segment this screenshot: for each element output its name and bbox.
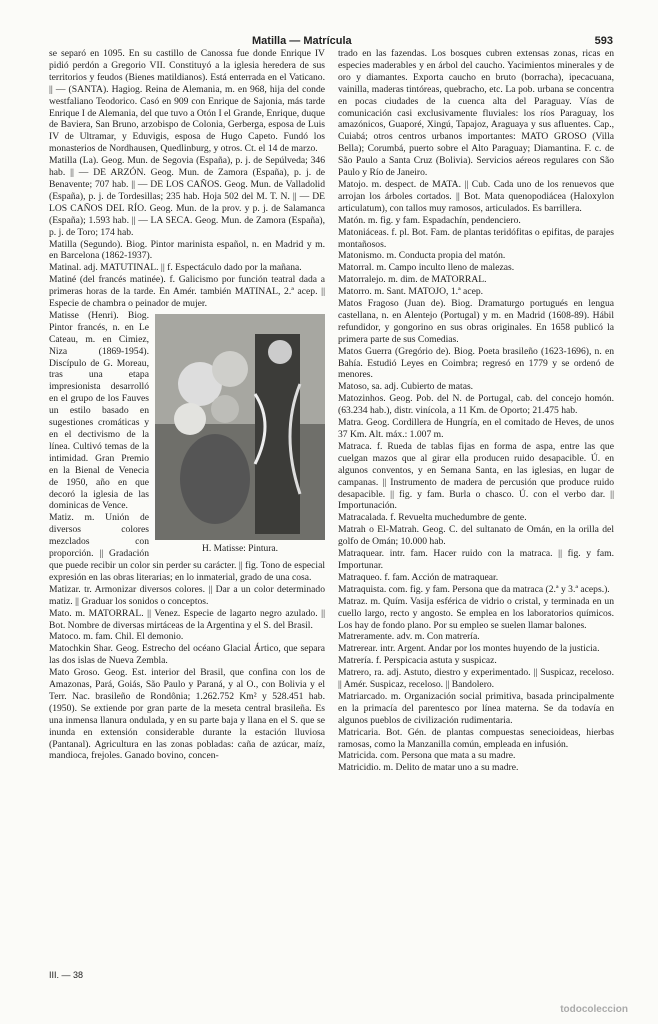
entry: Matizar. tr. Armonizar diversos colores. || Dar a un color determinado matiz. || Graduar los sonidos o conceptos. — [49, 583, 325, 607]
entry: Matiz. m. Unión de diversos colores mezclados con proporción. || Gradación que puede recibir un color sin perder su carácter. || fig. Tono de especial expresión en las obras literarias; en lo inmaterial, grado de una cosa. — [49, 512, 325, 583]
entry: Matilla (Segundo). Biog. Pintor marinista español, n. en Madrid y m. en Barcelona (1862-1937). — [49, 238, 325, 262]
entry: Matricida. com. Persona que mata a su madre. — [338, 750, 516, 762]
entry: Matricaria. Bot. Gén. de plantas compuestas senecioideas, hierbas ramosas, como la Manzanilla común, empleada en infusión. — [338, 726, 614, 750]
entry: Matorro. m. Sant. MATOJO, 1.ª acep. — [338, 286, 484, 298]
entry: Matreramente. adv. m. Con matrería. — [338, 631, 480, 643]
entry: Matos Fragoso (Juan de). Biog. Dramaturgo portugués en lengua castellana, n. en Alentejo (Portugal) y m. en Madrid (1608-89). Hábil refundidor, y gongorino en sus obras originales. En 1658 publicó la primera parte de sus Comedias. — [338, 298, 614, 345]
entry: Matiné (del francés matinée). f. Galicismo por función teatral dada a primeras horas de la tarde. En Amér. también MATINAL, 2.ª acep. || Especie de chambra o peinador de mujer. — [49, 274, 325, 310]
entry: Matilla (La). Geog. Mun. de Segovia (España), p. j. de Sepúlveda; 346 hab. || — DE ARZÓN. Geog. Mun. de Zamora (España), p. j. de Benavente; 707 hab. || — DE LOS CAÑOS. Geog. Mun. de Valladolid (España), p. j. de Tordesillas; 235 hab. Hoja 502 del M. T. N. || — DE LOS CAÑOS DEL RÍO. Geog. Mun. de la prov. y p. j. de Salamanca (España); 1.593 hab. || — LA SECA. Geog. Mun. de Zamora (España), p. j. de Toro; 174 hab. — [49, 155, 325, 238]
entry: Matracalada. f. Revuelta muchedumbre de gente. — [338, 512, 527, 524]
entry: Matoniáceas. f. pl. Bot. Fam. de plantas teridófitas o epifitas, de parajes montañosos. — [338, 226, 614, 250]
entry: Matricidio. m. Delito de matar uno a su madre. — [338, 762, 519, 774]
entry: Matra. Geog. Cordillera de Hungría, en el comitado de Heves, de unos 37 Km. Alt. máx.: 1.007 m. — [338, 417, 614, 440]
entry: Mato Groso. Geog. Est. interior del Brasil, que confina con los de Amazonas, Pará, Goiás, São Paulo y Paraná, y al O., con Bolivia y el Terr. Nac. brasileño de Rondônia; 1.262.752 Km² y 528.451 hab. (1950). Se extiende por gran parte de la meseta central brasileña. Es una inmensa llanura ondulada, y en su parte baja y llana en el S. que se inunda en extensión considerable durante la estación lluviosa (Pantanal). Agricultura en las zonas pobladas: caña de azúcar, maíz, mandioca, frejoles. Ganado bovino, concen- — [49, 667, 325, 762]
entry: Matraz. m. Quím. Vasija esférica de vidrio o cristal, y terminada en un cuello largo, recto y angosto. Se emplea en los laboratorios químicos. Los hay de fondo plano. Por su empleo se suelen llamar balones. — [338, 595, 614, 631]
signature-mark: III. — 38 — [49, 970, 84, 980]
entry: Matraquista. com. fig. y fam. Persona que da matraca (2.ª y 3.ª aceps.). — [338, 583, 610, 595]
entry: Matrería. f. Perspicacia astuta y suspicaz. — [338, 655, 497, 667]
entry: se separó en 1095. En su castillo de Canossa fue donde Enrique IV pidió perdón a Gregorio VII. Constituyó a la iglesia heredera de sus territorios y feudos (Bienes matildianos). Está enterrada en el Vaticano. || — (SANTA). Hagiog. Reina de Alemania, m. en 968, hija del conde westfaliano Teodorico. Casó en 909 con Enrique de Sajonia, más tarde Enrique I de Alemania, del que tuvo a Otón I el Grande, Enrique, duque de Baviera, San Bruno, arzobispo de Colonia, Gerberga, esposa de Luis IV de Ultramar, y Eduvigis, esposa de Hugo Capeto. Fundó los monasterios de Nordhausen, Quedlinburg, y otros. Ct. el 14 de marzo. — [49, 48, 325, 155]
entry: Matrerear. intr. Argent. Andar por los montes huyendo de la justicia. — [338, 643, 600, 655]
entry: Matonismo. m. Conducta propia del matón. — [338, 250, 506, 262]
right-column — [338, 48, 614, 774]
entry: Matinal. adj. MATUTINAL. || f. Espectáculo dado por la mañana. — [49, 262, 302, 274]
entry: trado en las fazendas. Los bosques cubren extensas zonas, ricas en especies maderables y en árbol del caucho. Yacimientos minerales y de oro y diamantes. Exporta caucho en bruto (borracha), ipecacuana, vainilla, maderas tintóreas, quebracho, etc. La pob. urbana se concentra en pocas ciudades de la cuenca alta del Paraguay. Vías de comunicación casi exclusivamente fluviales: los ríos Paraguay, los amazónicos, Guaporé, Xingú, Tapajoz, Araguaya y sus afluentes. Cap., Cuiabá; otros centros urbanos importantes: MATO GROSO (Villa Bella); Corumbá, puerto sobre el Alto Paraguay; Diamantina. F. c. de São Paulo a Santa Cruz (Bolivia). Servicios aéreos regulares con São Paulo y Río de Janeiro. — [338, 48, 614, 179]
watermark: todocoleccion — [560, 1004, 628, 1015]
entry: Matraquear. intr. fam. Hacer ruido con la matraca. || fig. y fam. Importunar. — [338, 548, 614, 571]
left-column — [49, 48, 325, 762]
entry: Matojo. m. despect. de MATA. || Cub. Cada uno de los renuevos que arrojan los árboles cortados. || Bot. Mata quenopodiácea (Haloxylon articulatum), con tallos muy ramosos, articulados. Es barrillera. — [338, 178, 614, 214]
page-number: 593 — [594, 35, 613, 47]
entry: Matraqueo. f. fam. Acción de matraquear. — [338, 571, 499, 583]
entry: Matozinhos. Geog. Pob. del N. de Portugal, cab. del concejo homón. (63.234 hab.), distr. vinícola, a 11 Km. de Oporto; 21.475 hab. — [338, 393, 614, 417]
entry: Matos Guerra (Gregório de). Biog. Poeta brasileño (1623-1696), n. en Bahía. Estudió Leyes en Coimbra; regresó en 1779 y se ordenó de menores. — [338, 345, 614, 381]
matisse-figure — [155, 314, 325, 556]
entry: Matoco. m. fam. Chil. El demonio. — [49, 631, 184, 643]
matisse-painting-image — [155, 314, 325, 540]
entry: Matorral. m. Campo inculto lleno de malezas. — [338, 262, 515, 274]
entry: Matorralejo. m. dim. de MATORRAL. — [338, 274, 487, 286]
entry: Matochkin Shar. Geog. Estrecho del océano Glacial Ártico, que separa las dos islas de Nueva Zembla. — [49, 643, 325, 667]
entry: Matoso, sa. adj. Cubierto de matas. — [338, 381, 474, 393]
entry: Matón. m. fig. y fam. Espadachín, pendenciero. — [338, 214, 521, 226]
figure-caption: H. Matisse: Pintura. — [202, 543, 278, 554]
entry: Matraca. f. Rueda de tablas fijas en forma de aspa, entre las que cuelgan mazos que al girar ella producen ruido desapacible. Ú. en algunos conventos, y en Semana Santa, en las iglesias, en lugar de campanas. || Instrumento de madera de percusión que produce ruido desapacible. || fig. y fam. Burla o chasco. Ú. con el verbo dar. || Importunación. — [338, 440, 614, 512]
entry: Matisse (Henri). Biog. Pintor francés, n. en Le Cateau, m. en Cimiez, Niza (1869-1954). Discípulo de G. Moreau, tras una etapa impresionista desarrolló en el grupo de los Fauves un estilo basado en sugestiones cromáticas y en el dectivismo de la línea. Cultivó temas de la intimidad. Gran Premio en la Bienal de Venecia de 1950, año en que decoró la iglesia de las dominicas de Vence. — [49, 309, 149, 512]
entry: Matriarcado. m. Organización social primitiva, basada principalmente en la primacía del parentesco por línea materna. Se da todavía en algunos pueblos de civilización rudimentaria. — [338, 690, 614, 726]
entry: Mato. m. MATORRAL. || Venez. Especie de lagarto negro azulado. || Bot. Nombre de diversas mirtáceas de la Argentina y el S. del Brasil. — [49, 607, 325, 631]
entry: Matrero, ra. adj. Astuto, diestro y experimentado. || Suspicaz, receloso. || Amér. Suspicaz, receloso. || Bandolero. — [338, 667, 614, 691]
running-head: Matilla — Matrícula — [252, 35, 352, 47]
page-header — [0, 8, 658, 47]
entry: Matrah o El-Matrah. Geog. C. del sultanato de Omán, en la orilla del golfo de Omán; 10.000 hab. — [338, 524, 614, 548]
